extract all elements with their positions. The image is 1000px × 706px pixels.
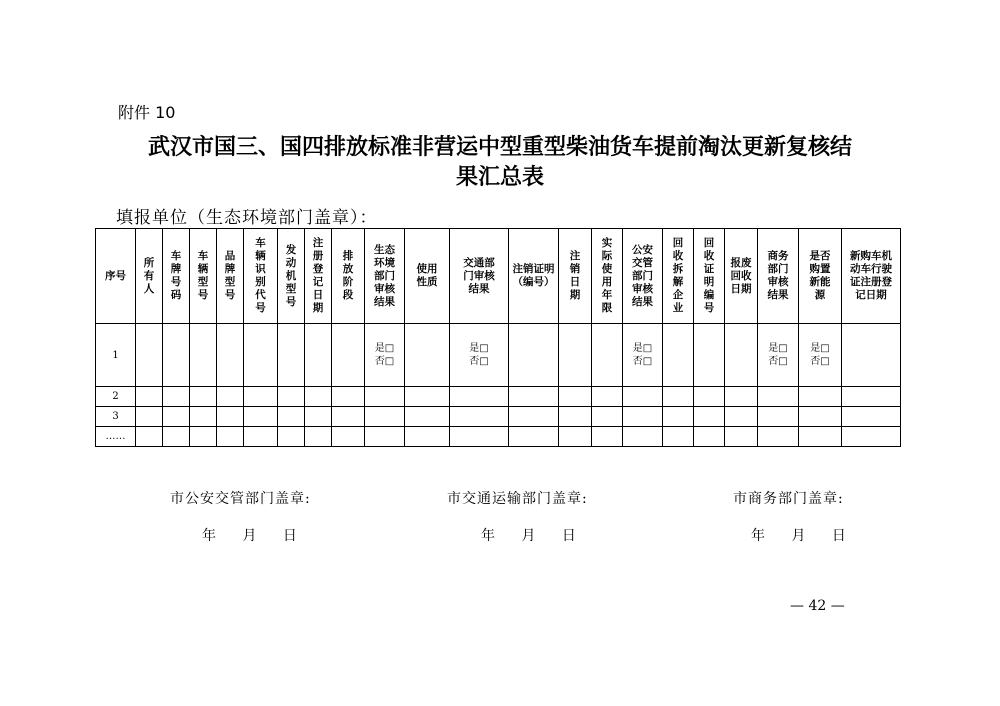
- header-brand-model: 品牌型号: [217, 229, 244, 324]
- row-seq: 3: [96, 407, 136, 427]
- header-emission-stage: 排放阶段: [332, 229, 365, 324]
- no-checkbox[interactable]: 否□: [469, 356, 489, 367]
- yes-checkbox[interactable]: 是□: [810, 343, 830, 354]
- table-row: [96, 427, 901, 447]
- police-seal-label: 市公安交管部门盖章:: [170, 491, 311, 507]
- header-cancel-cert: 注销证明（编号）: [509, 229, 559, 324]
- transport-review-cell: [450, 324, 509, 387]
- no-checkbox[interactable]: 否□: [374, 356, 395, 367]
- header-eco-review: 生态环境部门审核结果: [365, 229, 405, 324]
- table-row: [96, 407, 901, 427]
- header-vehicle-type: 车辆型号: [190, 229, 217, 324]
- header-recycle-company: 回收拆解企业: [663, 229, 694, 324]
- page-number: — 42 —: [790, 598, 845, 614]
- yes-checkbox[interactable]: 是□: [469, 343, 489, 354]
- title-line-2: 果汇总表: [455, 165, 544, 190]
- police-review-cell: [623, 324, 663, 387]
- header-police-review: 公安交管部门审核结果: [623, 229, 663, 324]
- yes-checkbox[interactable]: 是□: [374, 343, 395, 354]
- header-plate: 车牌号码: [163, 229, 190, 324]
- table-header-row: [96, 229, 901, 324]
- header-new-energy: 是否购置新能源: [799, 229, 842, 324]
- attachment-label: 附件 10: [118, 103, 176, 122]
- no-checkbox[interactable]: 否□: [768, 356, 788, 367]
- table-row: [96, 324, 901, 387]
- header-reg-date: 注册登记日期: [305, 229, 332, 324]
- header-years-used: 实际使用年限: [592, 229, 623, 324]
- no-checkbox[interactable]: 否□: [632, 356, 653, 367]
- row-seq: 2: [96, 387, 136, 407]
- no-checkbox[interactable]: 否□: [810, 356, 830, 367]
- commerce-seal-label: 市商务部门盖章:: [733, 491, 844, 507]
- header-usage: 使用性质: [405, 229, 450, 324]
- commerce-date: 年 月 日: [751, 528, 846, 544]
- row-seq: 1: [96, 324, 136, 387]
- new-energy-cell: [799, 324, 842, 387]
- header-commerce-review: 商务部门审核结果: [758, 229, 799, 324]
- eco-review-cell: [365, 324, 405, 387]
- header-new-reg-date: 新购车机动车行驶证注册登记日期: [842, 229, 901, 324]
- header-engine-model: 发动机型号: [278, 229, 305, 324]
- header-scrap-date: 报废回收日期: [725, 229, 758, 324]
- header-seq: 序号: [96, 229, 136, 324]
- yes-checkbox[interactable]: 是□: [632, 343, 653, 354]
- police-date: 年 月 日: [202, 528, 297, 544]
- table-row: [96, 387, 901, 407]
- transport-seal-label: 市交通运输部门盖章:: [447, 491, 588, 507]
- yes-checkbox[interactable]: 是□: [768, 343, 788, 354]
- title-line-1: 武汉市国三、国四排放标准非营运中型重型柴油货车提前淘汰更新复核结: [147, 135, 852, 160]
- transport-date: 年 月 日: [481, 528, 576, 544]
- header-vin: 车辆识别代号: [244, 229, 278, 324]
- header-transport-review: 交通部门审核结果: [450, 229, 509, 324]
- header-recycle-cert: 回收证明编号: [694, 229, 725, 324]
- row-seq: ……: [96, 427, 136, 447]
- header-owner: 所有人: [136, 229, 163, 324]
- header-cancel-date: 注销日期: [559, 229, 592, 324]
- summary-table: [95, 228, 901, 447]
- fill-unit-label: 填报单位（生态环境部门盖章）：: [116, 208, 378, 228]
- document-title: [100, 133, 900, 193]
- commerce-review-cell: [758, 324, 799, 387]
